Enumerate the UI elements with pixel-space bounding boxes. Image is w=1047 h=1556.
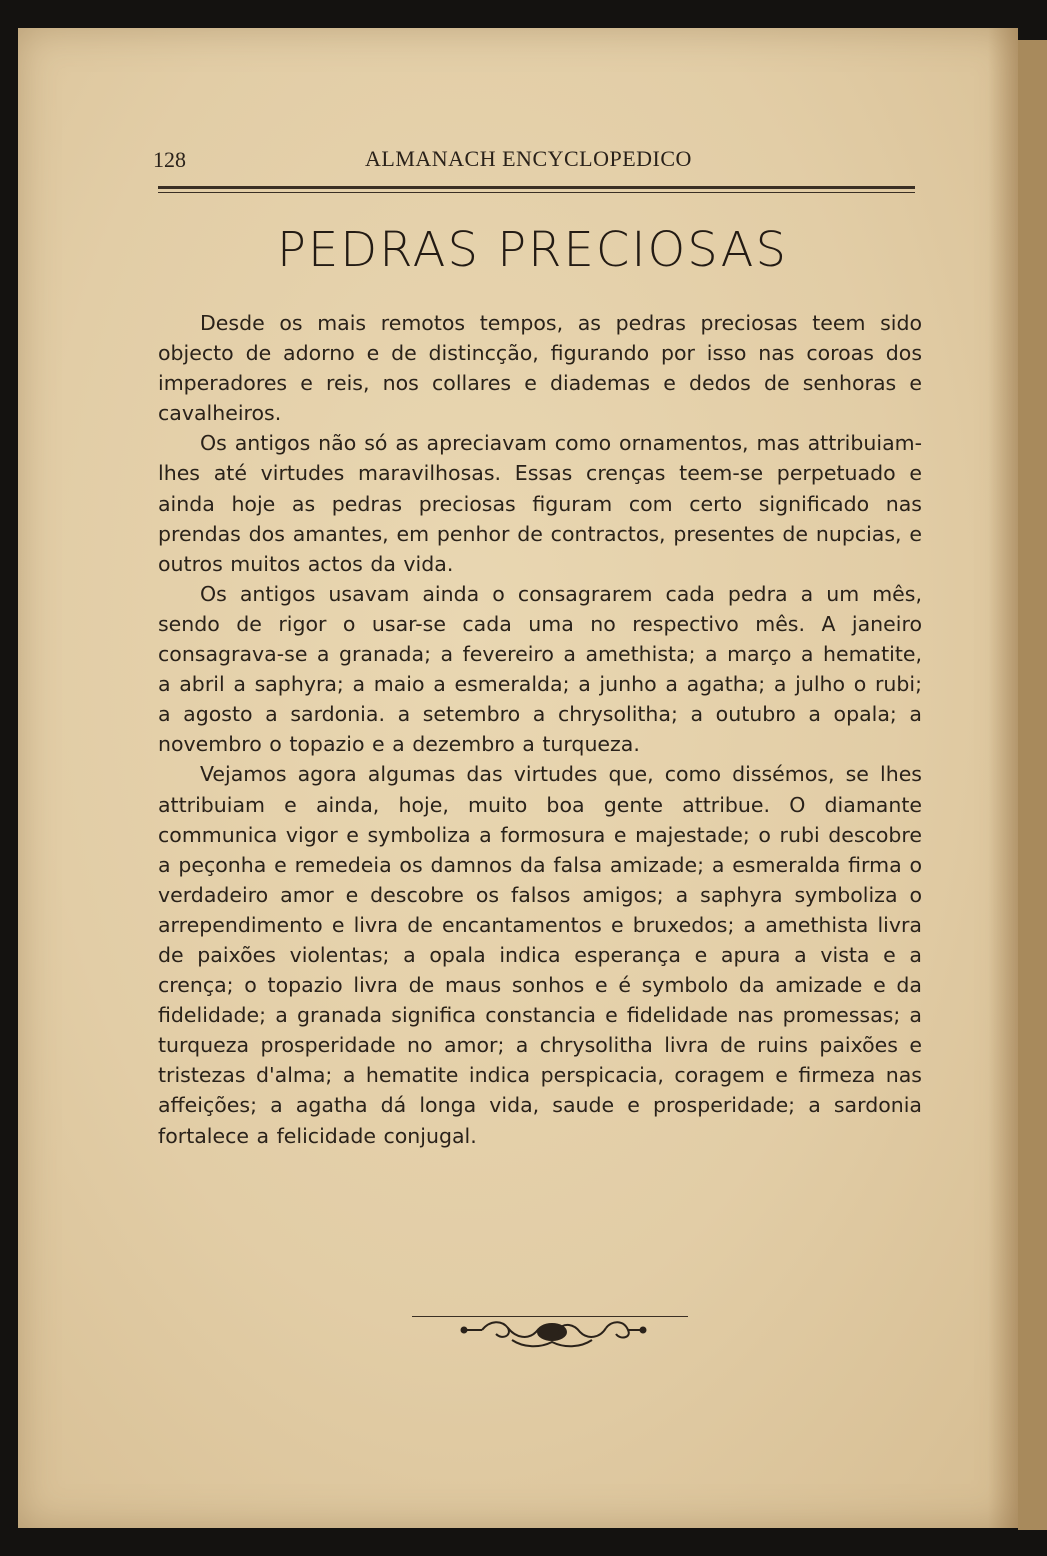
page-number: 128 xyxy=(153,147,186,172)
header-rule-thick xyxy=(158,186,915,189)
article-title: PEDRAS PRECIOSAS xyxy=(277,222,788,278)
paragraph: Os antigos usavam ainda o consagrarem cada pedra a um mês, sendo de rigor o usar-se cada uma no respectivo mês. A janeiro consagrava-se a granada; a fevereiro a amethista; a março a hematite, a abril a saphyra; a maio a esmeralda; a junho a agatha; a julho o rubi; a agosto a sardonia. a setembro a chrysolitha; a outubro a opala; a novembro o topazio e a dezembro a turqueza. xyxy=(158,581,922,757)
book-edge xyxy=(1018,40,1047,1530)
paper-edge-shadow xyxy=(988,28,1018,1528)
running-header xyxy=(150,144,915,178)
paragraph: Desde os mais remotos tempos, as pedras preciosas teem sido objecto de adorno e de distincção, figurando por isso nas coroas dos imperadores e reis, nos collares e diademas e dedos de senhoras e cavalheiros. xyxy=(158,311,922,426)
article-body xyxy=(158,308,922,1151)
header-rule-thin xyxy=(158,192,915,193)
paragraph: Vejamos agora algumas das virtudes que, como dissémos, se lhes attribuiam e ainda, hoje, muito boa gente attribue. O diamante communica vigor e symboliza a formosura e majestade; o rubi descobre a peçonha e remedeia os damnos da falsa amizade; a esmeralda firma o verdadeiro amor e descobre os falsos amigos; a saphyra symboliza o arrependimento e livra de encantamentos e bruxedos; a amethista livra de paixões violentas; a opala indica esperança e apura a vista e a crença; o topazio livra de maus sonhos e é symbolo da amizade e da fidelidade; a granada significa constancia e fidelidade nas promessas; a turqueza prosperidade no amor; a chrysolitha livra de ruins paixões e tristezas d'alma; a hematite indica perspicacia, coragem e firmeza nas affeições; a agatha dá longa vida, saude e prosperidade; a sardonia fortalece a felicidade conjugal. xyxy=(158,762,922,1148)
tailpiece-ornament xyxy=(412,1308,692,1358)
running-title: ALMANACH ENCYCLOPEDICO xyxy=(365,146,692,171)
ornament-icon xyxy=(412,1308,692,1358)
paragraph: Os antigos não só as apreciavam como ornamentos, mas attribuiam-lhes até virtudes maravilhosas. Essas crenças teem-se perpetuado e ainda hoje as pedras preciosas figuram com certo significado nas prendas dos amantes, em penhor de contractos, presentes de nupcias, e outros muitos actos da vida. xyxy=(158,431,922,576)
